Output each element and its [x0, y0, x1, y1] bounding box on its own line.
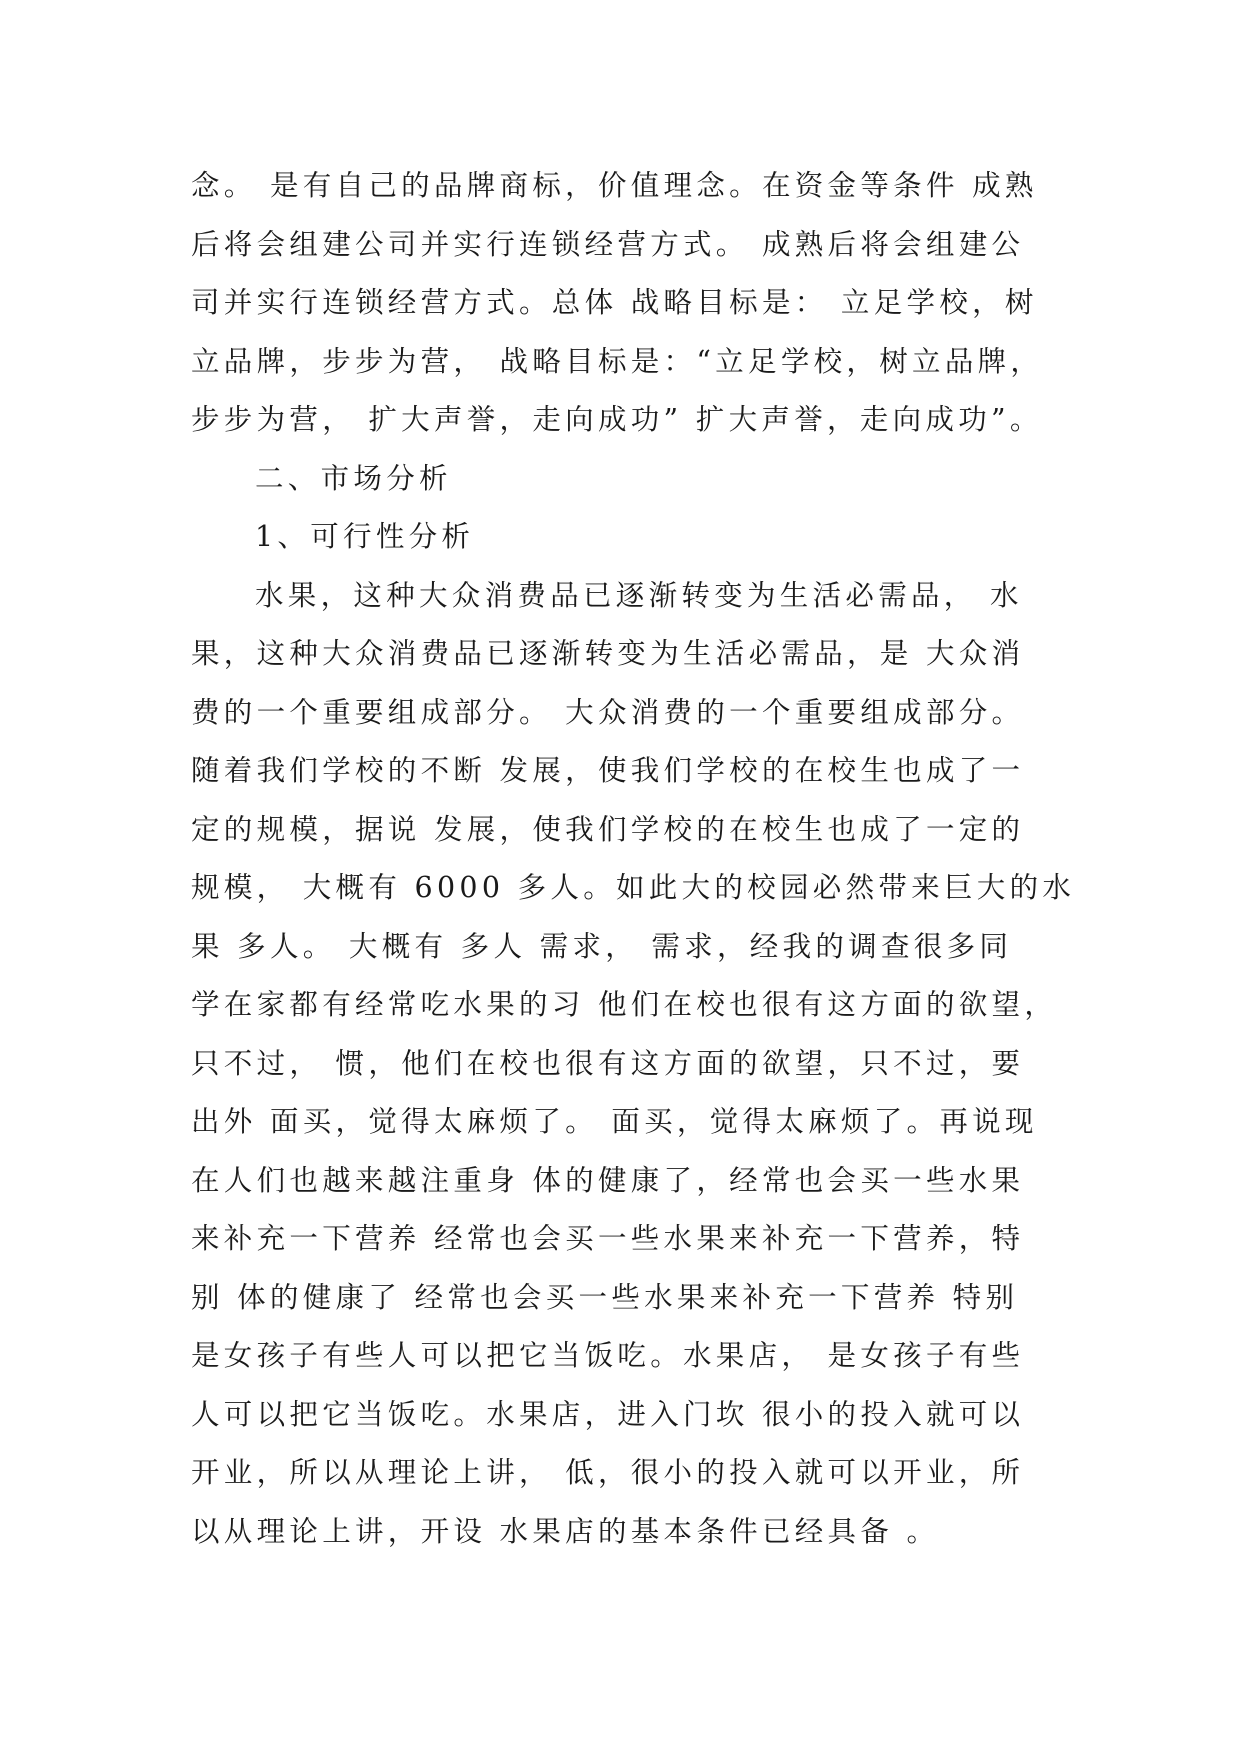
- text-line-16: 只不过， 惯，他们在校也很有这方面的欲望，只不过，要: [191, 1046, 1025, 1080]
- text-line-2: 后将会组建公司并实行连锁经营方式。 成熟后将会组建公: [191, 227, 1025, 261]
- body-text: [191, 157, 1076, 1561]
- text-line-22: 人可以把它当饭吃。水果店，进入门坎 很小的投入就可以: [191, 1397, 1025, 1431]
- text-line-24: 以从理论上讲，开设 水果店的基本条件已经具备 。: [191, 1514, 940, 1548]
- text-line-18: 在人们也越来越注重身 体的健康了，经常也会买一些水果: [191, 1163, 1025, 1197]
- text-line-4: 立品牌，步步为营， 战略目标是：“立足学校，树立品牌，: [191, 344, 1044, 378]
- text-line-17: 出外 面买，觉得太麻烦了。 面买，觉得太麻烦了。再说现: [191, 1105, 1038, 1138]
- text-line-13: 规模， 大概有 6000 多人。如此大的校园必然带来巨大的水: [191, 871, 1076, 904]
- text-line-8: 水果，这种大众消费品已逐渐转变为生活必需品， 水: [255, 578, 1023, 612]
- text-line-1: 念。 是有自己的品牌商标，价值理念。在资金等条件 成熟: [191, 169, 1038, 202]
- text-line-19: 来补充一下营养 经常也会买一些水果来补充一下营养，特: [191, 1222, 1025, 1255]
- section-heading-market-analysis: 二、市场分析: [255, 461, 452, 495]
- text-line-20: 别 体的健康了 经常也会买一些水果来补充一下营养 特别: [191, 1280, 1019, 1314]
- text-line-3: 司并实行连锁经营方式。总体 战略目标是： 立足学校，树: [191, 286, 1038, 319]
- text-line-5: 步步为营， 扩大声誉，走向成功” 扩大声誉，走向成功”。: [191, 403, 1043, 436]
- subsection-heading-feasibility: 1、可行性分析: [255, 520, 475, 553]
- text-line-10: 费的一个重要组成部分。 大众消费的一个重要组成部分。: [191, 695, 1025, 729]
- text-line-21: 是女孩子有些人可以把它当饭吃。水果店， 是女孩子有些: [191, 1339, 1025, 1372]
- text-line-12: 定的规模，据说 发展，使我们学校的在校生也成了一定的: [191, 812, 1025, 846]
- text-line-11: 随着我们学校的不断 发展，使我们学校的在校生也成了一: [191, 754, 1025, 787]
- text-line-15: 学在家都有经常吃水果的习 他们在校也很有这方面的欲望，: [191, 988, 1058, 1021]
- text-line-23: 开业，所以从理论上讲， 低，很小的投入就可以开业，所: [191, 1456, 1025, 1489]
- text-line-9: 果，这种大众消费品已逐渐转变为生活必需品，是 大众消: [191, 637, 1025, 670]
- text-line-14: 果 多人。 大概有 多人 需求， 需求，经我的调查很多同: [191, 929, 1013, 963]
